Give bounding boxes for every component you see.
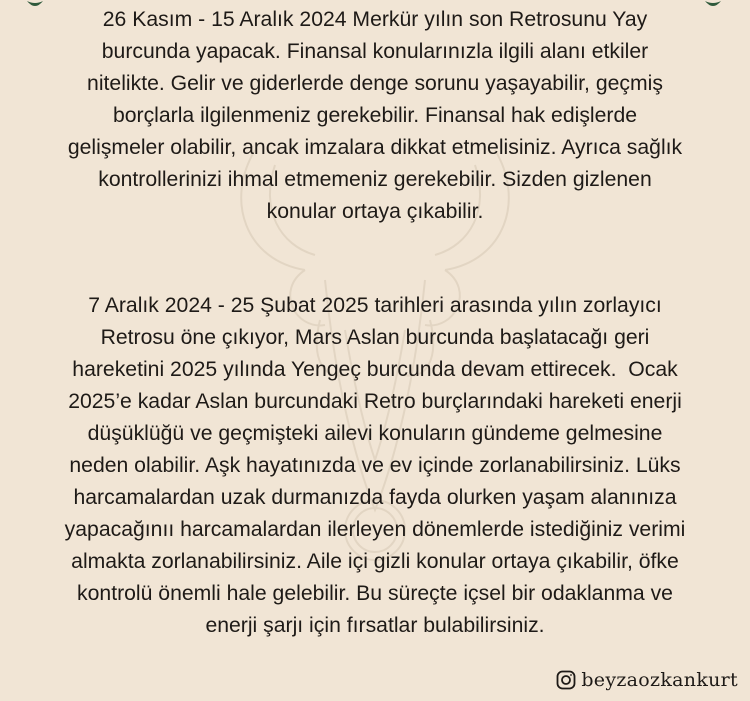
text-line: almakta zorlanabilirsiniz. Aile içi gizli konular ortaya çıkabilir, öfke — [71, 550, 679, 573]
text-line: 2025’e kadar Aslan burcundaki Retro burçlarındaki hareketi enerji — [68, 390, 682, 413]
text-line: kontrollerinizi ihmal etmemeniz gerekebilir. Sizden gizlenen — [98, 168, 652, 191]
handle-text: beyzaozkankurt — [581, 669, 738, 691]
text-line: 7 Aralık 2024 - 25 Şubat 2025 tarihleri arasında yılın zorlayıcı — [88, 294, 662, 317]
paragraph-mars-retro — [0, 290, 750, 642]
text-line: konular ortaya çıkabilir. — [266, 200, 484, 223]
text-line: 26 Kasım - 15 Aralık 2024 Merkür yılın son Retrosunu Yay — [102, 8, 648, 31]
text-line: enerji şarjı için fırsatlar bulabilirsiniz. — [205, 614, 545, 637]
text-line: yapacağınıı harcamalardan ilerleyen dönemlerde istediğiniz verimi — [64, 518, 686, 541]
text-line: düşüklüğü ve geçmişteki ailevi konuların gündeme gelmesine — [87, 422, 663, 445]
text-line: burcunda yapacak. Finansal konularınızla ilgili alanı etkiler — [101, 40, 649, 63]
text-line: kontrolü önemli hale gelebilir. Bu süreçte içsel bir odaklanma ve — [77, 582, 673, 605]
text-line: Retrosu öne çıkıyor, Mars Aslan burcunda başlatacağı geri — [100, 326, 650, 349]
text-line: hareketini 2025 yılında Yengeç burcunda devam ettirecek. Ocak — [72, 358, 678, 381]
instagram-handle[interactable] — [556, 669, 738, 691]
text-line: borçlarla ilgilenmeniz gerekebilir. Finansal hak edişlerde — [112, 104, 638, 127]
text-line: neden olabilir. Aşk hayatınızda ve ev içinde zorlanabilirsiniz. Lüks — [69, 454, 681, 477]
text-line: gelişmeler olabilir, ancak imzalara dikkat etmelisiniz. Ayrıca sağlık — [67, 136, 683, 159]
paragraph-mercury-retro — [0, 4, 750, 228]
text-line: harcamalardan uzak durmanızda fayda olurken yaşam alanınıza — [73, 486, 677, 509]
instagram-icon — [556, 670, 576, 690]
text-line: nitelikte. Gelir ve giderlerde denge sorunu yaşayabilir, geçmiş — [87, 72, 663, 95]
